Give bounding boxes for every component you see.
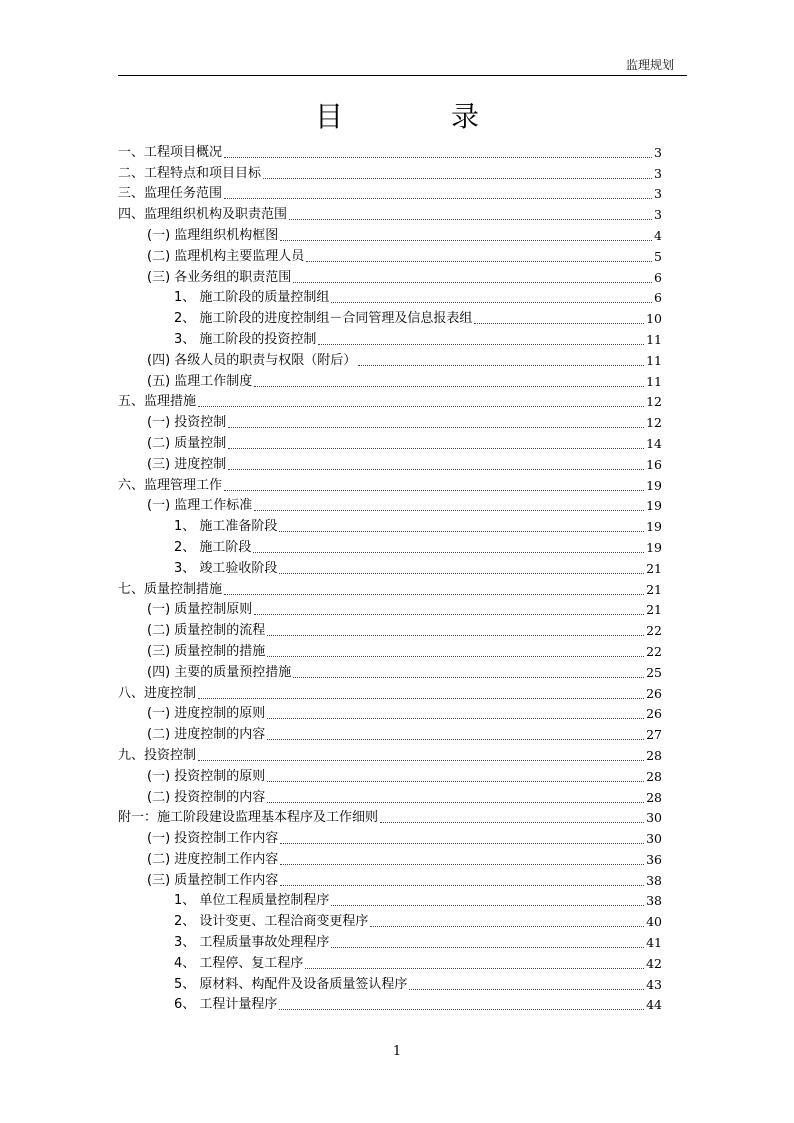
dot-leader [370,926,644,927]
toc-entry-page: 28 [646,789,662,805]
toc-entry-page: 5 [654,248,662,264]
dot-leader [267,802,644,803]
toc-entry-label: 一、工程项目概况 [118,144,223,160]
toc-entry[interactable] [118,618,662,639]
toc-entry[interactable] [118,681,662,702]
toc-entry[interactable] [118,889,662,910]
toc-entry-label: (三) 各业务组的职责范围 [147,269,292,285]
dot-leader [224,490,644,491]
dot-leader [228,469,644,470]
toc-entry[interactable] [118,993,662,1014]
dot-leader [228,427,644,428]
toc-entry[interactable] [118,785,662,806]
table-of-contents [118,140,662,1013]
toc-entry[interactable] [118,514,662,535]
toc-entry-label: 3、 竣工验收阶段 [174,560,278,576]
toc-entry-label: (四) 主要的质量预控措施 [147,664,292,680]
toc-entry-page: 36 [646,851,662,867]
toc-entry-label: 3、 工程质量事故处理程序 [174,935,330,951]
toc-entry[interactable] [118,639,662,660]
toc-entry[interactable] [118,556,662,577]
dot-leader [224,198,652,199]
dot-leader [254,510,644,511]
toc-entry-page: 42 [646,955,662,971]
dot-leader [254,386,644,387]
toc-entry[interactable] [118,909,662,930]
toc-entry-page: 14 [646,435,662,451]
page-number: 1 [392,1044,402,1059]
toc-entry-label: (二) 投资控制的内容 [147,789,266,805]
dot-leader [409,989,644,990]
toc-entry-label: (一) 监理组织机构框图 [147,227,279,243]
dot-leader [279,531,644,532]
toc-entry-page: 3 [654,207,662,223]
toc-entry[interactable] [118,972,662,993]
toc-entry[interactable] [118,202,662,223]
dot-leader [224,594,644,595]
toc-entry[interactable] [118,535,662,556]
dot-leader [198,760,644,761]
toc-entry-page: 21 [646,602,662,618]
dot-leader [305,968,644,969]
dot-leader [253,552,644,553]
toc-entry-page: 19 [646,519,662,535]
toc-entry[interactable] [118,764,662,785]
toc-entry[interactable] [118,223,662,244]
toc-entry-page: 28 [646,768,662,784]
dot-leader [279,573,644,574]
toc-entry[interactable] [118,577,662,598]
dot-leader [198,406,644,407]
toc-entry-page: 22 [646,623,662,639]
toc-entry-page: 6 [654,269,662,285]
toc-entry-label: 八、进度控制 [118,685,197,701]
toc-entry-page: 12 [646,394,662,410]
toc-entry-page: 30 [646,831,662,847]
toc-entry[interactable] [118,286,662,307]
dot-leader [228,448,644,449]
dot-leader [198,698,644,699]
toc-entry[interactable] [118,660,662,681]
toc-entry-page: 26 [646,685,662,701]
toc-entry-page: 27 [646,727,662,743]
toc-entry[interactable] [118,244,662,265]
toc-entry-label: 2、 设计变更、工程洽商变更程序 [174,914,369,930]
toc-entry-page: 25 [646,664,662,680]
toc-entry-label: 六、监理管理工作 [118,477,223,493]
toc-entry-label: (二) 进度控制的内容 [147,727,266,743]
toc-entry[interactable] [118,452,662,473]
toc-entry-page: 19 [646,477,662,493]
toc-entry-page: 16 [646,456,662,472]
toc-entry[interactable] [118,306,662,327]
toc-entry[interactable] [118,743,662,764]
toc-entry-page: 38 [646,893,662,909]
toc-entry-page: 30 [646,810,662,826]
dot-leader [267,781,644,782]
toc-entry[interactable] [118,722,662,743]
dot-leader [293,677,644,678]
toc-entry-label: 3、 施工阶段的投资控制 [174,331,317,347]
toc-entry-label: (一) 质量控制原则 [147,602,253,618]
dot-leader [263,178,652,179]
toc-entry[interactable] [118,348,662,369]
dot-leader [358,365,644,366]
toc-entry-page: 43 [646,976,662,992]
toc-entry-page: 28 [646,747,662,763]
toc-entry-page: 40 [646,914,662,930]
toc-entry-label: 1、 施工准备阶段 [174,519,278,535]
toc-entry-page: 3 [654,144,662,160]
toc-entry-label: (四) 各级人员的职责与权限（附后） [147,352,357,368]
toc-entry-label: 6、 工程计量程序 [174,997,278,1013]
toc-entry-page: 21 [646,581,662,597]
toc-entry-label: (三) 质量控制的措施 [147,643,266,659]
dot-leader [474,323,644,324]
toc-entry-label: (一) 监理工作标准 [147,498,253,514]
toc-entry[interactable] [118,847,662,868]
dot-leader [267,635,644,636]
toc-entry-label: (三) 质量控制工作内容 [147,872,279,888]
toc-entry[interactable] [118,702,662,723]
toc-entry[interactable] [118,265,662,286]
toc-entry[interactable] [118,868,662,889]
toc-title [0,100,794,134]
dot-leader [280,843,644,844]
toc-entry-label: 2、 施工阶段 [174,539,252,555]
toc-entry-label: 四、监理组织机构及职责范围 [118,207,288,223]
toc-entry-page: 3 [654,165,662,181]
toc-entry-page: 3 [654,186,662,202]
dot-leader [279,1009,644,1010]
toc-entry[interactable] [118,930,662,951]
toc-entry-label: (二) 质量控制的流程 [147,623,266,639]
toc-entry-label: 二、工程特点和项目目标 [118,165,262,181]
toc-entry[interactable] [118,182,662,203]
toc-entry[interactable] [118,473,662,494]
toc-entry[interactable] [118,951,662,972]
toc-entry[interactable] [118,431,662,452]
toc-entry-label: 2、 施工阶段的进度控制组－合同管理及信息报表组 [174,311,473,327]
toc-entry-label: 4、 工程停、复工程序 [174,955,304,971]
dot-leader [267,656,644,657]
toc-entry-page: 44 [646,997,662,1013]
dot-leader [267,718,644,719]
toc-entry[interactable] [118,806,662,827]
toc-entry-label: 附一：施工阶段建设监理基本程序及工作细则 [118,810,379,826]
toc-entry-label: (二) 进度控制工作内容 [147,851,279,867]
toc-entry-label: 九、投资控制 [118,747,197,763]
toc-title-char-1: 目 [314,100,343,133]
toc-entry-page: 4 [654,227,662,243]
running-header: 监理规划 [625,58,674,72]
toc-entry[interactable] [118,494,662,515]
dot-leader [331,302,652,303]
dot-leader [318,344,644,345]
toc-entry-label: 5、 原材料、构配件及设备质量签认程序 [174,976,408,992]
header-divider [118,75,687,76]
toc-entry-page: 10 [646,311,662,327]
toc-entry-label: (二) 监理机构主要监理人员 [147,248,305,264]
toc-entry[interactable] [118,369,662,390]
dot-leader [331,905,644,906]
toc-entry-page: 38 [646,872,662,888]
dot-leader [280,864,644,865]
toc-entry-label: (一) 投资控制 [147,415,227,431]
dot-leader [254,614,644,615]
dot-leader [280,240,652,241]
toc-entry-page: 11 [646,373,662,389]
toc-entry-page: 11 [646,331,662,347]
toc-entry-label: (一) 投资控制工作内容 [147,831,279,847]
toc-entry-page: 26 [646,706,662,722]
dot-leader [289,219,652,220]
toc-entry-page: 19 [646,498,662,514]
toc-entry-page: 6 [654,290,662,306]
toc-title-char-2: 录 [451,100,480,133]
toc-entry[interactable] [118,410,662,431]
toc-entry-label: (五) 监理工作制度 [147,373,253,389]
toc-entry[interactable] [118,826,662,847]
dot-leader [293,282,652,283]
toc-entry-label: 1、 单位工程质量控制程序 [174,893,330,909]
dot-leader [331,947,644,948]
dot-leader [380,822,644,823]
toc-entry[interactable] [118,140,662,161]
toc-entry-label: 五、监理措施 [118,394,197,410]
toc-entry-page: 41 [646,935,662,951]
toc-entry-label: (二) 质量控制 [147,435,227,451]
toc-entry-label: (一) 进度控制的原则 [147,706,266,722]
dot-leader [267,739,644,740]
toc-entry-page: 11 [646,352,662,368]
toc-entry-page: 12 [646,415,662,431]
toc-entry-label: 七、质量控制措施 [118,581,223,597]
toc-entry-page: 21 [646,560,662,576]
dot-leader [224,157,652,158]
dot-leader [306,261,652,262]
toc-entry-label: (三) 进度控制 [147,456,227,472]
toc-entry[interactable] [118,327,662,348]
toc-entry-label: 三、监理任务范围 [118,186,223,202]
toc-entry-label: (一) 投资控制的原则 [147,768,266,784]
toc-entry-label: 1、 施工阶段的质量控制组 [174,290,330,306]
dot-leader [280,885,644,886]
toc-entry-page: 19 [646,539,662,555]
toc-entry[interactable] [118,598,662,619]
toc-entry[interactable] [118,161,662,182]
toc-entry-page: 22 [646,643,662,659]
toc-entry[interactable] [118,390,662,411]
